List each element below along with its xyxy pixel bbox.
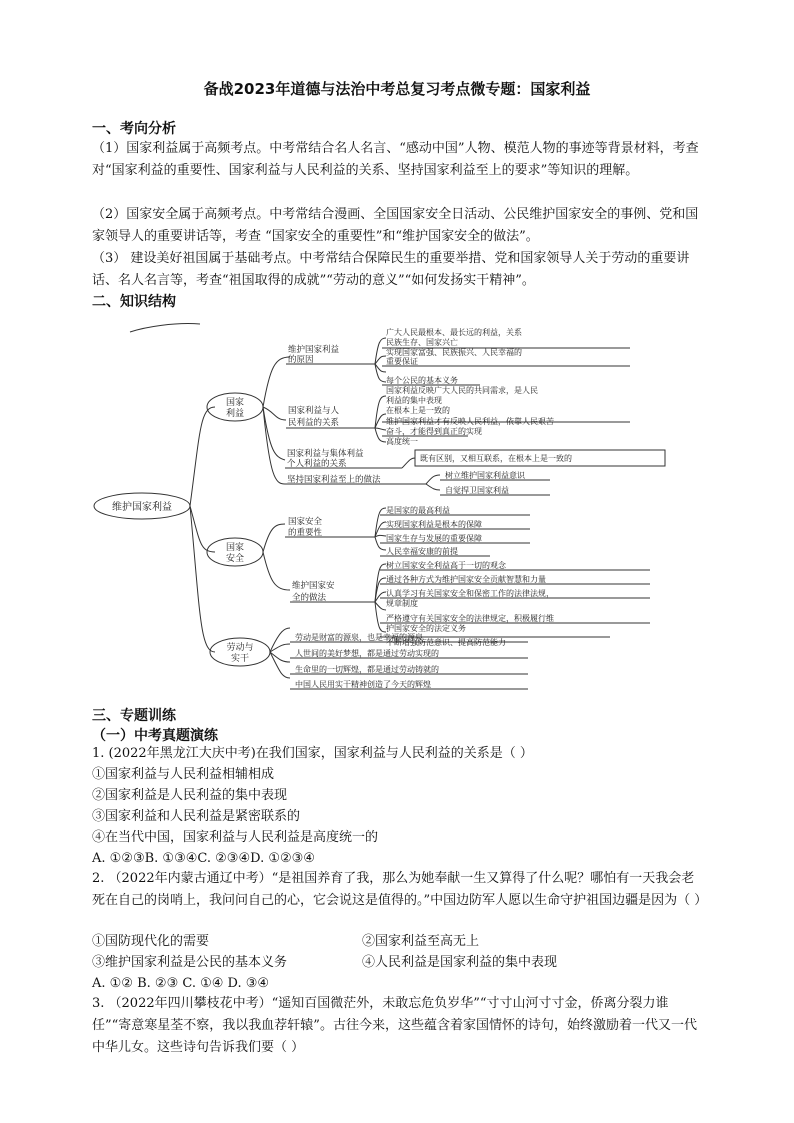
sub-importance-label-a: 国家安全: [288, 517, 323, 527]
relation-item-4: 维护国家利益才有反映人民利益，依靠人民艰苦: [386, 417, 554, 426]
q2-choices: A. ①② B. ②③ C. ①④ D. ③④: [92, 976, 270, 991]
practice-item-2: 通过各种方式为维护国家安全贡献智慧和力量: [386, 575, 546, 584]
relation-item-1: 国家利益反映广大人民的共同需求，是人民: [386, 386, 538, 395]
q1-option-4: ④在当代中国，国家利益与人民利益是高度统一的: [92, 830, 379, 845]
relation-item-6: 高度统一: [386, 437, 418, 446]
sub-relation-label-b: 民利益的关系: [288, 418, 340, 428]
branch-national-interest-label-b: 利益: [225, 409, 245, 419]
importance-item-2: 实现国家利益是根本的保障: [386, 520, 482, 529]
q1-option-3: ③国家利益和人民利益是紧密联系的: [92, 809, 301, 824]
q1-stem: 1. (2022年黑龙江大庆中考)在我们国家，国家利益与人民利益的关系是（ ）: [92, 746, 533, 761]
branch-national-security-label-b: 安全: [225, 554, 245, 564]
q2-options-row-1: [92, 932, 704, 952]
analysis-paragraph-1: （1）国家利益属于高频考点。中考常结合名人名言、“感动中国”人物、模范人物的事迹等背景材料，考查对“国家利益的重要性、国家利益与人民利益的关系、坚持国家利益至上的要求”等知识的理解。: [92, 141, 699, 178]
sub-importance-label-b: 的重要性: [288, 528, 323, 538]
labor-item-4: 中国人民用实干精神创造了今天的辉煌: [295, 680, 431, 689]
knowledge-mind-map: [90, 312, 704, 692]
branch-labor-label-a: 劳动与: [226, 643, 254, 653]
q2-stem: 2. （2022年内蒙古通辽中考）“是祖国养育了我，那么为她奉献一生又算得了什么呢？哪怕有一天我会老死在自己的岗哨上，我问问自己的心，它会说这是值得的。”中国边防军人愿以生命守护祖国边疆是因为（ ）: [92, 871, 708, 908]
importance-item-3: 国家生存与发展的重要保障: [386, 534, 482, 543]
q2-option-2: ②国家利益至高无上: [362, 934, 480, 949]
branch-national-interest-label-a: 国家: [225, 398, 245, 408]
reason-item-1: 广大人民最根本、最长远的利益，关系: [386, 328, 522, 337]
sub-collective-label-a: 国家利益与集体利益: [287, 449, 364, 459]
q2-option-3: ③维护国家利益是公民的基本义务: [92, 955, 288, 970]
subsection-heading-exam: （一）中考真题演练: [92, 728, 218, 744]
q2-option-1: ①国防现代化的需要: [92, 934, 210, 949]
branch-national-security-label-a: 国家: [225, 543, 245, 553]
sub-reason-label-a: 维护国家利益: [288, 345, 340, 355]
relation-item-2: 利益的集中表现: [386, 396, 442, 405]
root-node-label: 维护国家利益: [112, 502, 172, 513]
labor-item-3: 生命里的一切辉煌，都是通过劳动铸就的: [295, 665, 439, 674]
section-heading-training: 三、专题训练: [92, 708, 176, 724]
q3-stem: 3. （2022年四川攀枝花中考）“遥知百国微茫外，未敢忘危负岁华”“寸寸山河寸寸金，侨离分裂力谁任”“寄意寒星荃不察，我以我血荐轩辕”。古往今来，这些蕴含着家国情怀的诗句，始终激励着一代又一代中华儿女。这些诗句告诉我们要（ ）: [92, 996, 697, 1055]
sub-reason-label-b: 的原因: [288, 355, 314, 365]
q2-options-row-2: [92, 953, 704, 973]
importance-item-4: 人民幸福安康的前提: [386, 547, 458, 556]
section-heading-structure: 二、知识结构: [92, 294, 176, 310]
relation-item-5: 奋斗，才能得到真正的实现: [386, 427, 482, 436]
reason-item-5: 每个公民的基本义务: [386, 376, 458, 385]
supremacy-item-1: 树立维护国家利益意识: [445, 471, 525, 480]
practice-item-3: 认真学习有关国家安全和保密工作的法律法规，: [386, 589, 554, 598]
supremacy-item-2: 自觉捍卫国家利益: [445, 486, 509, 495]
sub-practice-label-b: 全的做法: [292, 593, 327, 603]
practice-item-7: 不断增强防范意识、提高防范能力: [386, 638, 506, 647]
practice-item-1: 树立国家安全利益高于一切的观念: [386, 561, 506, 570]
practice-item-4: 规章制度: [386, 599, 418, 608]
practice-item-6: 护国家安全的法定义务: [386, 624, 466, 633]
q1-choices: A. ①②③B. ①③④C. ②③④D. ①②③④: [92, 851, 315, 866]
relation-item-3: 在根本上是一致的: [386, 406, 450, 415]
analysis-paragraph-2: （2）国家安全属于高频考点。中考常结合漫画、全国国家安全日活动、公民维护国家安全的事例、党和国家领导人的重要讲话等，考查 “国家安全的重要性”和“维护国家安全的做法”。: [92, 207, 699, 244]
sub-relation-label-a: 国家利益与人: [288, 406, 340, 416]
page-title: 备战2023年道德与法治中考总复习考点微专题：国家利益: [203, 80, 591, 98]
practice-item-5: 严格遵守有关国家安全的法律规定，积极履行维: [386, 614, 554, 623]
collective-box-text: 既有区别，又相互联系，在根本上是一致的: [420, 454, 572, 463]
sub-practice-label-a: 维护国家安: [292, 581, 335, 591]
reason-item-3: 实现国家富强、民族振兴、人民幸福的: [386, 348, 522, 357]
q1-option-2: ②国家利益是人民利益的集中表现: [92, 788, 288, 803]
section-heading-analysis: 一、考向分析: [92, 121, 176, 137]
labor-item-1: 劳动是财富的源泉，也是幸福的源泉: [295, 633, 423, 642]
labor-item-2: 人世间的美好梦想，都是通过劳动实现的: [295, 649, 439, 658]
q1-option-1: ①国家利益与人民利益相辅相成: [92, 767, 275, 782]
reason-item-4: 重要保证: [386, 357, 418, 366]
q2-option-4: ④人民利益是国家利益的集中表现: [362, 955, 558, 970]
sub-supremacy-label: 坚持国家利益至上的做法: [287, 475, 381, 485]
analysis-paragraph-3: （3） 建设美好祖国属于基础考点。中考常结合保障民生的重要举措、党和国家领导人关于劳动的重要讲话、名人名言等，考查“祖国取得的成就”“劳动的意义”“如何发扬实干精神”。: [92, 251, 690, 288]
branch-labor-label-b: 实干: [230, 654, 250, 664]
reason-item-2: 民族生存、国家兴亡: [386, 338, 458, 347]
importance-item-1: 是国家的最高利益: [386, 506, 450, 515]
sub-collective-label-b: 个人利益的关系: [287, 459, 347, 469]
